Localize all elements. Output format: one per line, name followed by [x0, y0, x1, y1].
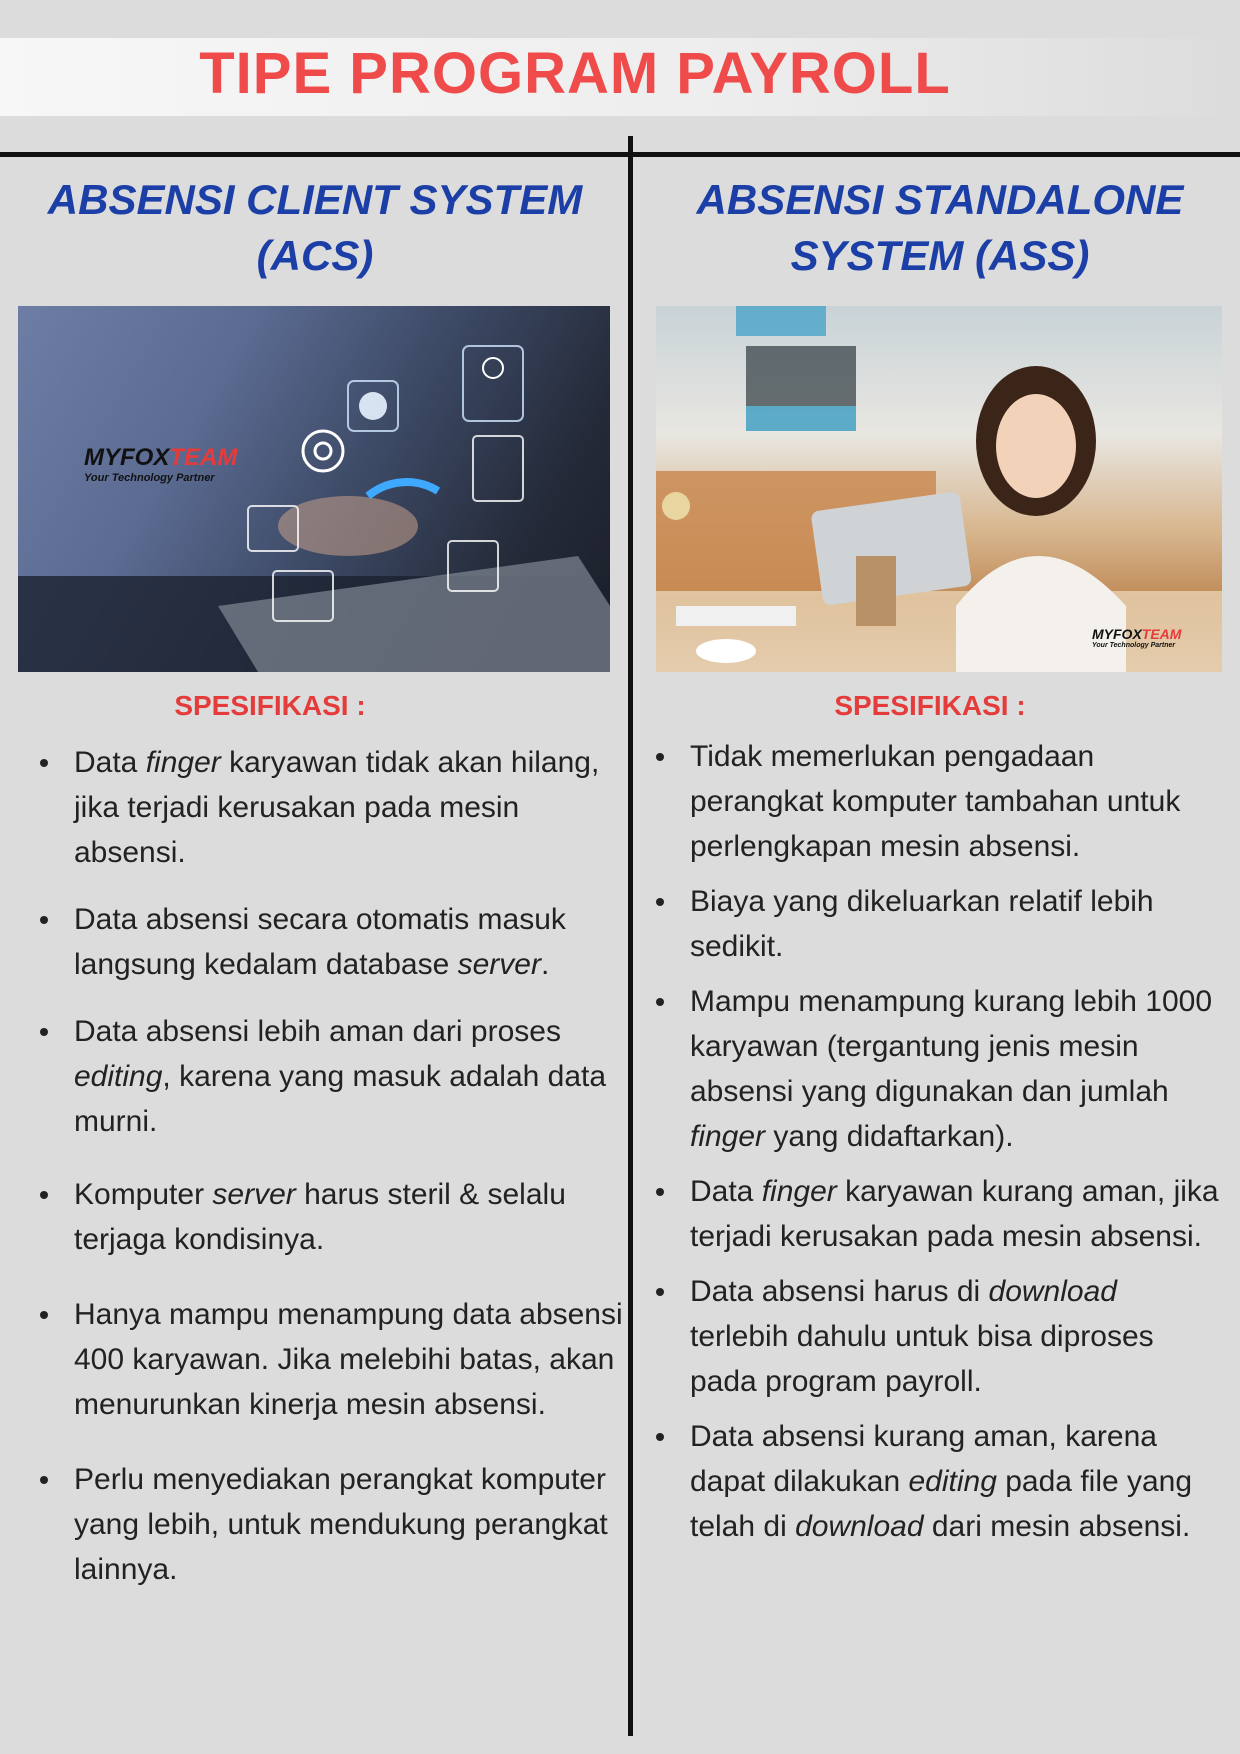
acs-spec-list [74, 740, 624, 1592]
horizontal-divider [0, 152, 1240, 157]
spec-item: Tidak memerlukan pengadaan perangkat komputer tambahan untuk perlengkapan mesin absensi. [690, 734, 1220, 869]
spec-item-emphasis: editing [908, 1465, 997, 1498]
ass-spec-list [690, 734, 1220, 1549]
spec-item-emphasis: server [457, 948, 541, 981]
acs-title [20, 172, 610, 284]
spec-item: Data absensi kurang aman, karena dapat dilakukan editing pada file yang telah di download dari mesin absensi. [690, 1414, 1220, 1549]
acs-illustration [18, 306, 610, 672]
ass-spec-label: SPESIFIKASI : [834, 690, 1026, 721]
spec-item-emphasis: editing [74, 1060, 163, 1093]
myfox-logo: MYFOXTEAM Your Technology Partner [1092, 626, 1182, 649]
vertical-divider [628, 136, 633, 1736]
spec-item-emphasis: finger [761, 1175, 837, 1208]
spec-item-emphasis: finger [145, 746, 221, 779]
myfox-logo: MYFOXTEAM Your Technology Partner [84, 444, 238, 484]
spec-item-emphasis: download [795, 1510, 924, 1543]
spec-item: Biaya yang dikeluarkan relatif lebih sedikit. [690, 879, 1220, 969]
acs-title-line1: ABSENSI CLIENT SYSTEM [47, 176, 583, 223]
spec-item: Data absensi lebih aman dari proses editing, karena yang masuk adalah data murni. [74, 1009, 624, 1144]
spec-item-emphasis: server [212, 1178, 296, 1211]
spec-item: Data finger karyawan tidak akan hilang, jika terjadi kerusakan pada mesin absensi. [74, 740, 624, 875]
ass-photo [656, 306, 1222, 672]
page-title: TIPE PROGRAM PAYROLL [199, 41, 951, 106]
ass-illustration [656, 306, 1222, 672]
spec-item: Data absensi secara otomatis masuk langsung kedalam database server. [74, 897, 624, 987]
spec-item: Komputer server harus steril & selalu terjaga kondisinya. [74, 1172, 624, 1262]
ass-title [650, 172, 1230, 284]
spec-item-emphasis: download [988, 1275, 1117, 1308]
acs-title-line2: (ACS) [256, 232, 374, 279]
spec-item: Perlu menyediakan perangkat komputer yang lebih, untuk mendukung perangkat lainnya. [74, 1457, 624, 1592]
ass-title-line1: ABSENSI STANDALONE [696, 176, 1184, 223]
spec-item: Hanya mampu menampung data absensi 400 karyawan. Jika melebihi batas, akan menurunkan kinerja mesin absensi. [74, 1292, 624, 1427]
spec-item: Mampu menampung kurang lebih 1000 karyawan (tergantung jenis mesin absensi yang digunakan dan jumlah finger yang didaftarkan). [690, 979, 1220, 1159]
acs-spec-label: SPESIFIKASI : [174, 690, 366, 721]
spec-item: Data absensi harus di download terlebih dahulu untuk bisa diproses pada program payroll. [690, 1269, 1220, 1404]
acs-photo [18, 306, 610, 672]
spec-item: Data finger karyawan kurang aman, jika terjadi kerusakan pada mesin absensi. [690, 1169, 1220, 1259]
spec-item-emphasis: finger [690, 1120, 766, 1153]
ass-title-line2: SYSTEM (ASS) [790, 232, 1090, 279]
